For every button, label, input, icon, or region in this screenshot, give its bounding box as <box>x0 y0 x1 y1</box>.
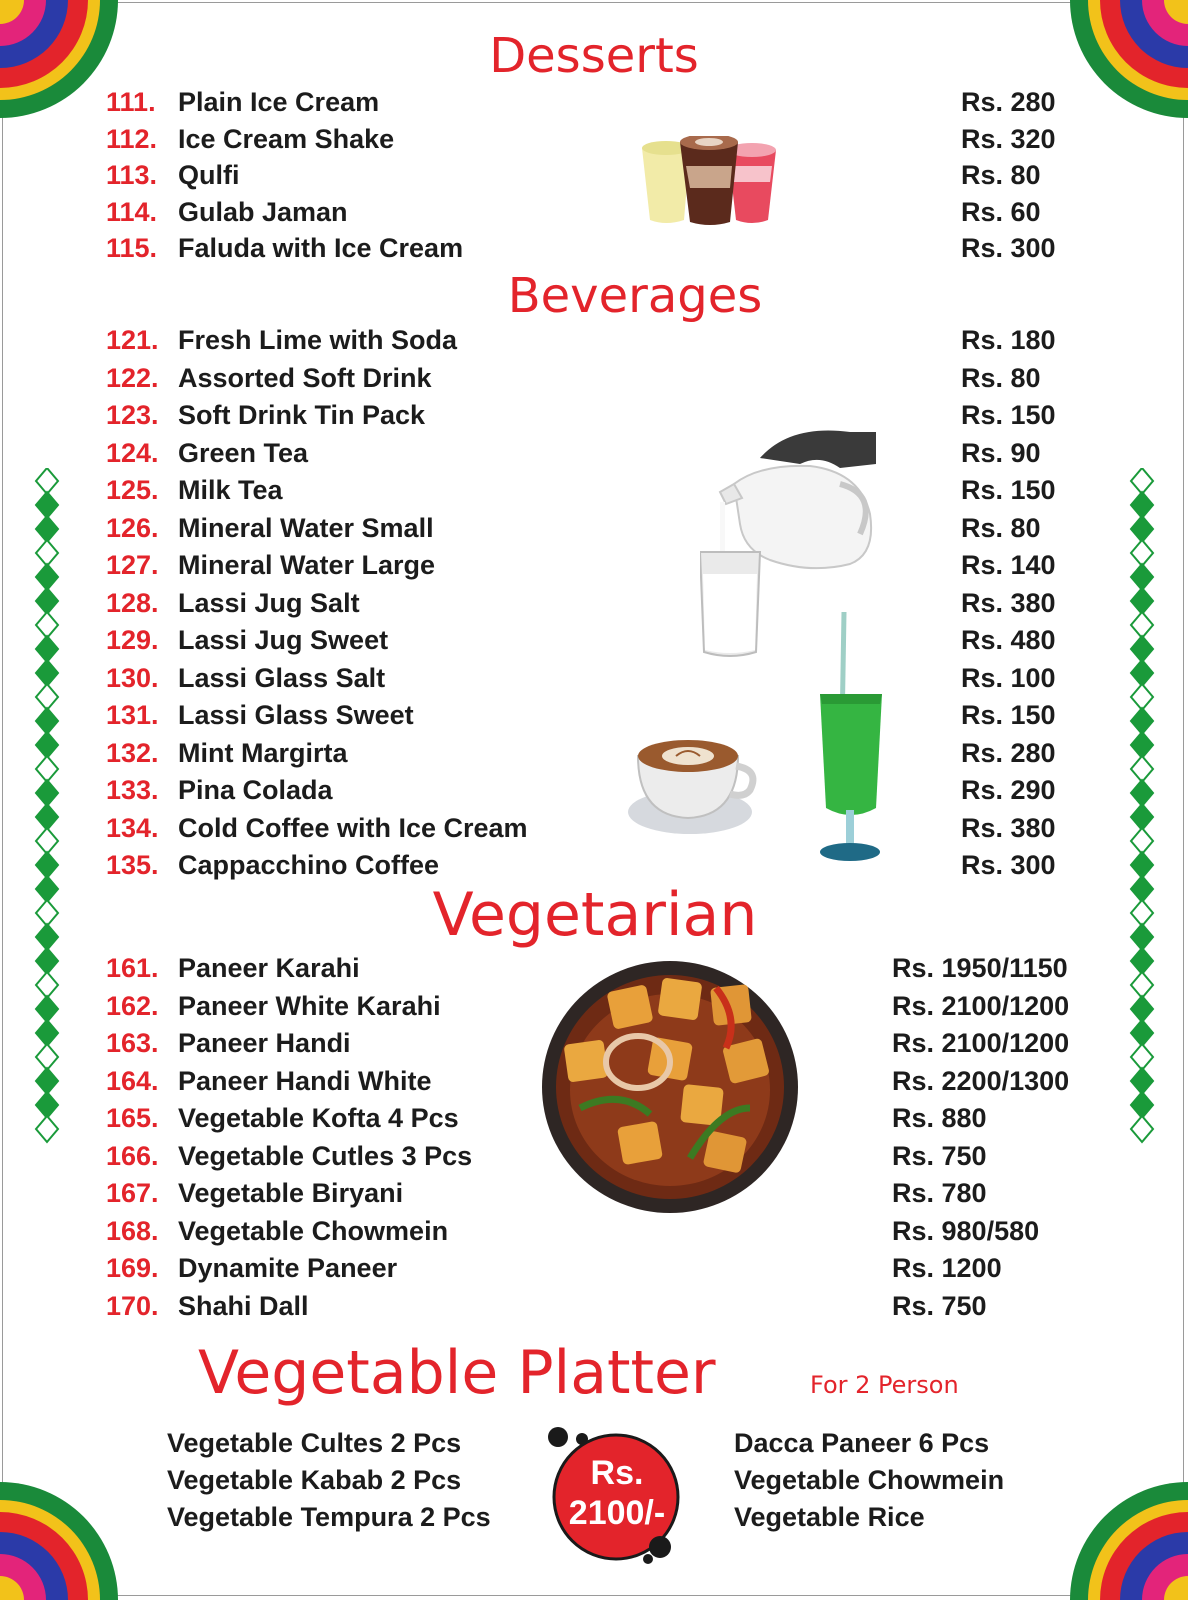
platter-item: Vegetable Rice <box>734 1502 925 1532</box>
item-number: 122. <box>106 362 159 393</box>
item-number: 128. <box>106 587 159 618</box>
corner-ornament-icon <box>1068 1480 1188 1600</box>
item-name: Milk Tea <box>178 475 283 505</box>
section-title-beverages: Beverages <box>507 268 763 324</box>
item-number: 166. <box>106 1140 159 1171</box>
menu-item <box>106 622 1066 660</box>
item-number: 126. <box>106 512 159 543</box>
item-number: 121. <box>106 325 159 355</box>
item-name: Ice Cream Shake <box>178 123 395 154</box>
item-number: 114. <box>106 196 158 227</box>
coffee-cup-image <box>626 734 762 836</box>
item-name: Assorted Soft Drink <box>178 362 432 393</box>
item-price: Rs. 150 <box>961 475 1056 505</box>
item-price: Rs. 290 <box>961 775 1056 805</box>
item-name: Paneer Handi White <box>178 1065 432 1096</box>
menu-item <box>106 1288 1106 1326</box>
section-title-desserts: Desserts <box>489 28 699 84</box>
item-number: 125. <box>106 475 159 505</box>
item-price: Rs. 140 <box>961 550 1056 580</box>
item-name: Mineral Water Large <box>178 550 436 580</box>
platter-price-value: 2100/- <box>568 1494 666 1532</box>
item-price: Rs. 380 <box>961 587 1056 618</box>
platter-subtitle: For 2 Person <box>810 1371 959 1399</box>
platter-item: Vegetable Kabab 2 Pcs <box>167 1465 462 1495</box>
menu-item <box>106 847 1066 885</box>
item-number: 163. <box>106 1028 159 1058</box>
item-name: Lassi Jug Salt <box>178 587 360 618</box>
item-name: Lassi Jug Sweet <box>178 625 389 655</box>
item-number: 127. <box>106 550 159 580</box>
item-name: Mineral Water Small <box>178 512 434 543</box>
menu-item <box>106 472 1066 510</box>
item-number: 123. <box>106 400 159 430</box>
platter-price-label: Rs. <box>590 1454 644 1492</box>
menu-item <box>106 1250 1106 1288</box>
item-number: 169. <box>106 1253 159 1283</box>
item-name: Lassi Glass Salt <box>178 662 386 693</box>
item-price: Rs. 280 <box>961 737 1056 768</box>
menu-item <box>106 194 1066 231</box>
menu-item <box>106 547 1066 585</box>
item-number: 134. <box>106 812 159 843</box>
menu-item <box>106 360 1066 398</box>
item-number: 161. <box>106 953 159 983</box>
platter-item: Vegetable Tempura 2 Pcs <box>167 1502 491 1532</box>
green-drink-image <box>816 612 886 864</box>
item-price: Rs. 60 <box>961 196 1041 227</box>
item-price: Rs. 80 <box>961 160 1041 190</box>
item-number: 135. <box>106 850 159 880</box>
menu-item <box>106 1213 1106 1251</box>
item-number: 168. <box>106 1215 159 1246</box>
item-price: Rs. 980/580 <box>892 1215 1040 1246</box>
item-number: 167. <box>106 1178 159 1208</box>
item-name: Paneer Karahi <box>178 953 360 983</box>
item-price: Rs. 80 <box>961 512 1041 543</box>
item-price: Rs. 380 <box>961 812 1056 843</box>
item-number: 111. <box>106 87 156 117</box>
item-number: 131. <box>106 700 159 730</box>
item-name: Cappacchino Coffee <box>178 850 440 880</box>
platter-items-right <box>734 1425 1004 1536</box>
item-price: Rs. 2200/1300 <box>892 1065 1070 1096</box>
menu-item <box>106 230 1066 267</box>
item-number: 113. <box>106 160 158 190</box>
item-number: 133. <box>106 775 159 805</box>
item-price: Rs. 750 <box>892 1290 987 1321</box>
item-name: Paneer White Karahi <box>178 990 441 1021</box>
item-price: Rs. 780 <box>892 1178 987 1208</box>
item-number: 124. <box>106 437 159 468</box>
item-name: Lassi Glass Sweet <box>178 700 414 730</box>
item-number: 164. <box>106 1065 159 1096</box>
platter-item: Vegetable Cultes 2 Pcs <box>167 1428 462 1458</box>
menu-item <box>106 660 1066 698</box>
item-name: Pina Colada <box>178 775 333 805</box>
ice-cream-cups-image <box>640 136 780 228</box>
menu-item <box>106 585 1066 623</box>
menu-item <box>106 322 1066 360</box>
menu-item <box>106 397 1066 435</box>
menu-item <box>106 121 1066 158</box>
item-price: Rs. 280 <box>961 87 1056 117</box>
zigzag-border-icon <box>34 468 60 1154</box>
beverages-list <box>106 322 1066 885</box>
desserts-list <box>106 84 1066 267</box>
item-price: Rs. 300 <box>961 850 1056 880</box>
item-price: Rs. 750 <box>892 1140 987 1171</box>
item-name: Green Tea <box>178 437 309 468</box>
item-name: Shahi Dall <box>178 1290 309 1321</box>
item-name: Paneer Handi <box>178 1028 351 1058</box>
item-number: 115. <box>106 233 158 263</box>
item-price: Rs. 180 <box>961 325 1056 355</box>
item-name: Fresh Lime with Soda <box>178 325 458 355</box>
item-name: Vegetable Biryani <box>178 1178 404 1208</box>
corner-ornament-icon <box>0 1480 120 1600</box>
menu-item <box>106 84 1066 121</box>
menu-item <box>106 810 1066 848</box>
item-price: Rs. 2100/1200 <box>892 1028 1070 1058</box>
item-price: Rs. 90 <box>961 437 1041 468</box>
item-price: Rs. 1950/1150 <box>892 953 1068 983</box>
item-price: Rs. 880 <box>892 1103 987 1133</box>
menu-item <box>106 510 1066 548</box>
menu-item <box>106 435 1066 473</box>
item-name: Dynamite Paneer <box>178 1253 398 1283</box>
item-number: 112. <box>106 123 158 154</box>
item-price: Rs. 1200 <box>892 1253 1002 1283</box>
item-price: Rs. 100 <box>961 662 1056 693</box>
platter-item: Dacca Paneer 6 Pcs <box>734 1428 990 1458</box>
menu-item <box>106 735 1066 773</box>
item-number: 165. <box>106 1103 159 1133</box>
item-name: Plain Ice Cream <box>178 87 380 117</box>
item-name: Vegetable Chowmein <box>178 1215 449 1246</box>
item-price: Rs. 80 <box>961 362 1041 393</box>
menu-item <box>106 697 1066 735</box>
item-price: Rs. 150 <box>961 700 1056 730</box>
platter-item: Vegetable Chowmein <box>734 1465 1005 1495</box>
item-name: Soft Drink Tin Pack <box>178 400 426 430</box>
item-price: Rs. 150 <box>961 400 1056 430</box>
section-title-platter: Vegetable Platter <box>198 1338 716 1408</box>
platter-price-badge <box>548 1427 686 1565</box>
item-number: 170. <box>106 1290 159 1321</box>
item-number: 129. <box>106 625 159 655</box>
item-name: Vegetable Cutles 3 Pcs <box>178 1140 473 1171</box>
menu-item <box>106 772 1066 810</box>
item-name: Mint Margirta <box>178 737 348 768</box>
menu-item <box>106 157 1066 194</box>
item-name: Qulfi <box>178 160 240 190</box>
item-price: Rs. 2100/1200 <box>892 990 1070 1021</box>
item-name: Gulab Jaman <box>178 196 348 227</box>
paneer-karahi-image <box>540 958 800 1216</box>
item-name: Vegetable Kofta 4 Pcs <box>178 1103 459 1133</box>
item-name: Cold Coffee with Ice Cream <box>178 812 528 843</box>
section-title-vegetarian: Vegetarian <box>432 880 758 950</box>
item-number: 162. <box>106 990 159 1021</box>
item-number: 132. <box>106 737 159 768</box>
zigzag-border-icon <box>1129 468 1155 1154</box>
item-price: Rs. 300 <box>961 233 1056 263</box>
platter-items-left <box>167 1425 491 1536</box>
item-number: 130. <box>106 662 159 693</box>
item-price: Rs. 480 <box>961 625 1056 655</box>
item-name: Faluda with Ice Cream <box>178 233 464 263</box>
item-price: Rs. 320 <box>961 123 1056 154</box>
